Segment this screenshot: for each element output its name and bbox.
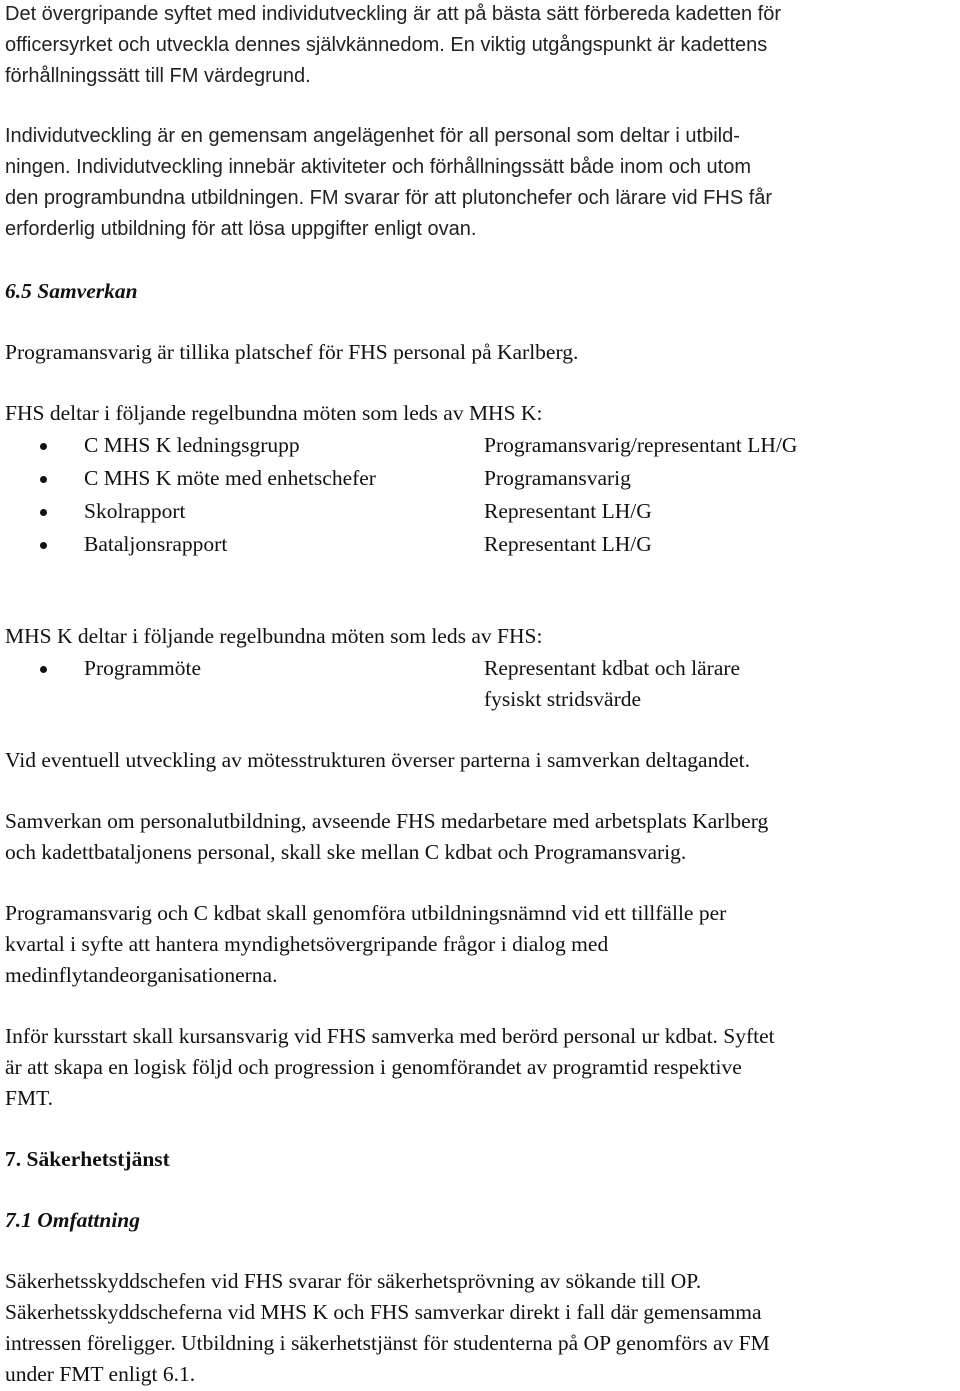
bullet-icon xyxy=(40,666,47,673)
s65-p6-line: kvartal i syfte att hantera myndighetsövergripande frågor i dialog med xyxy=(5,932,609,956)
s7-line: intressen föreligger. Utbildning i säkerhetstjänst för studenterna på OP genomförs av FM xyxy=(5,1331,770,1355)
s7-line: Säkerhetsskyddschefen vid FHS svarar för säkerhetsprövning av sökande till OP. xyxy=(5,1269,702,1293)
intro-line-3: förhållningssätt till FM värdegrund. xyxy=(5,65,311,87)
s65-p7-line: FMT. xyxy=(5,1086,53,1110)
meeting-role: Programansvarig xyxy=(484,466,631,490)
s65-p7-line: är att skapa en logisk följd och progression i genomförandet av programtid respektive xyxy=(5,1055,742,1079)
s65-p2: FHS deltar i följande regelbundna möten som leds av MHS K: xyxy=(5,401,543,425)
intro-line-2: officersyrket och utveckla dennes självkännedom. En viktig utgångspunkt är kadettens xyxy=(5,34,768,56)
bullet-icon xyxy=(40,476,47,483)
meeting-role: Representant LH/G xyxy=(484,532,652,556)
s65-p6-line: medinflytandeorganisationerna. xyxy=(5,963,278,987)
meeting-role: Representant LH/G xyxy=(484,499,652,523)
meeting-name: Bataljonsrapport xyxy=(84,532,228,556)
section-heading-7: 7. Säkerhetstjänst xyxy=(5,1147,170,1171)
intro-line-1: Det övergripande syftet med individutveckling är att på bästa sätt förbereda kadetten för xyxy=(5,3,781,25)
para2-line-4: erforderlig utbildning för att lösa uppgifter enligt ovan. xyxy=(5,218,477,240)
meeting-role: Representant kdbat och lärare xyxy=(484,656,741,680)
s65-p7-line: Inför kursstart skall kursansvarig vid FHS samverka med berörd personal ur kdbat. Syftet xyxy=(5,1024,775,1048)
s65-p5-line: och kadettbataljonens personal, skall ske mellan C kdbat och Programansvarig. xyxy=(5,840,687,864)
section-heading-7-1: 7.1 Omfattning xyxy=(5,1208,140,1232)
para2-line-1: Individutveckling är en gemensam angelägenhet för all personal som deltar i utbild- xyxy=(5,125,740,147)
s65-p5-line: Samverkan om personalutbildning, avseende FHS medarbetare med arbetsplats Karlberg xyxy=(5,809,769,833)
meeting-name: C MHS K ledningsgrupp xyxy=(84,433,300,457)
s7-line: under FMT enligt 6.1. xyxy=(5,1362,196,1386)
s65-p3: MHS K deltar i följande regelbundna möten som leds av FHS: xyxy=(5,624,543,648)
section-heading-6-5: 6.5 Samverkan xyxy=(5,279,138,303)
bullet-icon xyxy=(40,542,47,549)
meeting-name: Programmöte xyxy=(84,656,202,680)
meeting-role-cont: fysiskt stridsvärde xyxy=(484,687,642,711)
s65-p6-line: Programansvarig och C kdbat skall genomföra utbildningsnämnd vid ett tillfälle per xyxy=(5,901,727,925)
bullet-icon xyxy=(40,443,47,450)
para2-line-3: den programbundna utbildningen. FM svarar för att plutonchefer och lärare vid FHS får xyxy=(5,187,773,209)
bullet-icon xyxy=(40,509,47,516)
para2-line-2: ningen. Individutveckling innebär aktiviteter och förhållningssätt både inom och utom xyxy=(5,156,751,178)
s65-p4: Vid eventuell utveckling av mötesstrukturen överser parterna i samverkan deltagandet. xyxy=(5,748,750,772)
meeting-name: Skolrapport xyxy=(84,499,186,523)
s65-p1: Programansvarig är tillika platschef för FHS personal på Karlberg. xyxy=(5,340,579,364)
meeting-name: C MHS K möte med enhetschefer xyxy=(84,466,376,490)
meeting-role: Programansvarig/representant LH/G xyxy=(484,433,798,457)
s7-line: Säkerhetsskyddscheferna vid MHS K och FHS samverkar direkt i fall där gemensamma xyxy=(5,1300,762,1324)
